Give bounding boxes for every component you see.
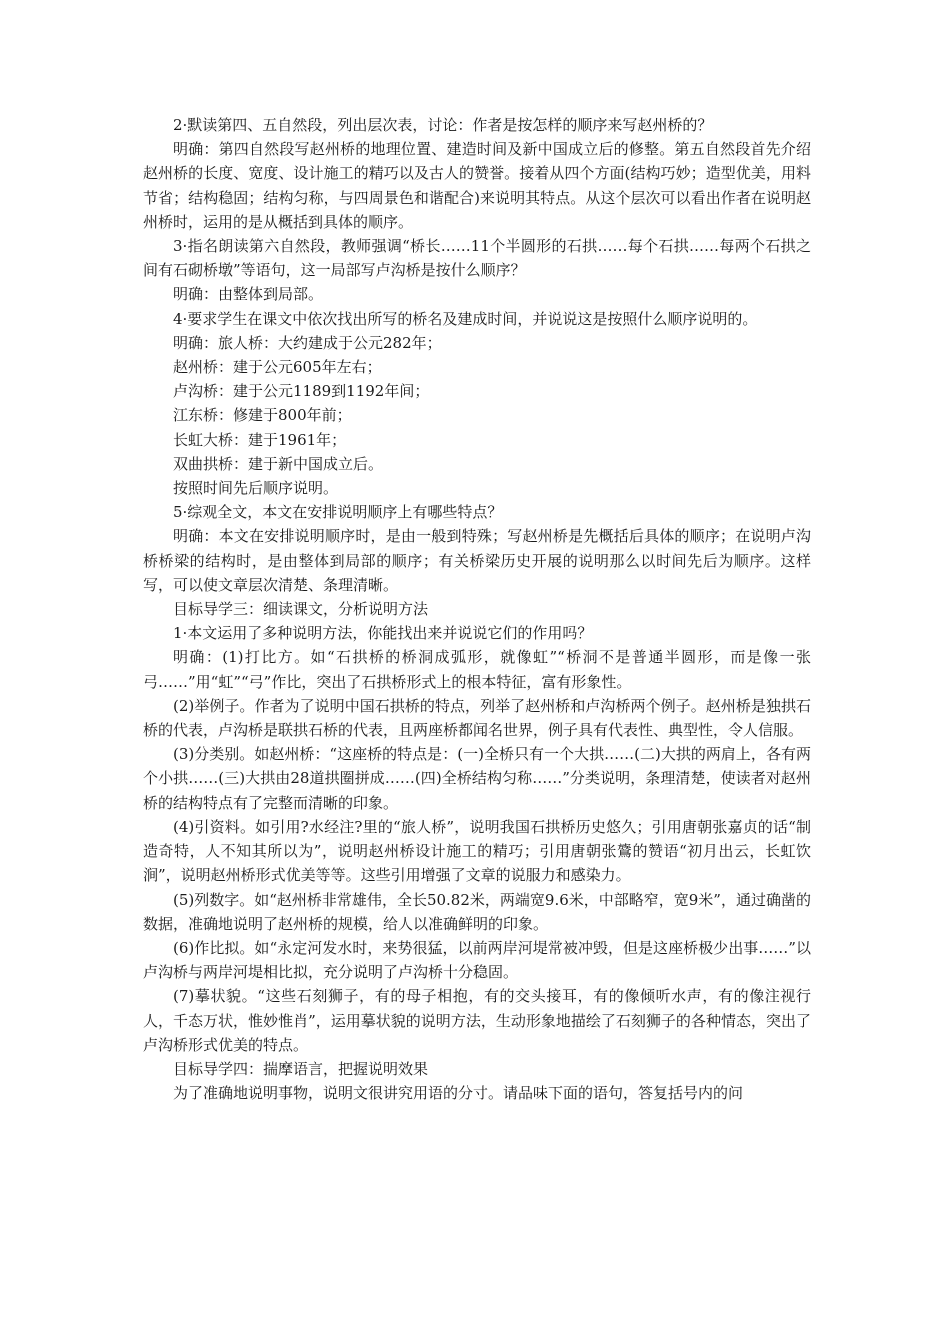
document-page — [143, 113, 811, 1105]
paragraph: 明确：(1)打比方。如“石拱桥的桥洞成弧形，就像虹”“桥洞不是普通半圆形，而是像一张弓……”用“虹”“弓”作比，突出了石拱桥形式上的根本特征，富有形象性。 — [143, 648, 811, 691]
section-heading: 目标导学三：细读课文，分析说明方法 — [173, 600, 429, 619]
paragraph: 1·本文运用了多种说明方法，你能找出来并说说它们的作用吗？ — [173, 624, 593, 643]
paragraph: 4·要求学生在课文中依次找出所写的桥名及建成时间，并说说这是按照什么顺序说明的。 — [173, 309, 758, 328]
paragraph: 江东桥：修建于800年前； — [173, 406, 352, 425]
paragraph: 卢沟桥：建于公元1189到1192年间； — [173, 382, 430, 401]
paragraph: 3·指名朗读第六自然段，教师强调“桥长……11个半圆形的石拱……每个石拱……每两个石拱之间有石砌桥墩”等语句，这一局部写卢沟桥是按什么顺序？ — [143, 237, 811, 280]
paragraph: 明确：本文在安排说明顺序时，是由一般到特殊；写赵州桥是先概括后具体的顺序；在说明卢沟桥桥梁的结构时，是由整体到局部的顺序；有关桥梁历史开展的说明那么以时间先后为顺序。这样写，可以使文章层次清楚、条理清晰。 — [143, 527, 811, 594]
paragraph: (7)摹状貌。“这些石刻狮子，有的母子相抱，有的交头接耳，有的像倾听水声，有的像注视行人，千态万状，惟妙惟肖”，运用摹状貌的说明方法，生动形象地描绘了石刻狮子的各种情态，突出了卢沟桥形式优美的特点。 — [143, 987, 811, 1054]
paragraph: (2)举例子。作者为了说明中国石拱桥的特点，列举了赵州桥和卢沟桥两个例子。赵州桥是独拱石桥的代表，卢沟桥是联拱石桥的代表，且两座桥都闻名世界，例子具有代表性、典型性，令人信服。 — [143, 696, 811, 740]
paragraph: 双曲拱桥：建于新中国成立后。 — [173, 454, 384, 473]
paragraph: (5)列数字。如“赵州桥非常雄伟，全长50.82米，两端宽9.6米，中部略窄，宽9米”，通过确凿的数据，准确地说明了赵州桥的规模，给人以准确鲜明的印象。 — [143, 890, 811, 933]
paragraph: 赵州桥：建于公元605年左右； — [173, 358, 382, 377]
paragraph: 明确：由整体到局部。 — [173, 285, 324, 304]
paragraph: 为了准确地说明事物，说明文很讲究用语的分寸。请品味下面的语句，答复括号内的问 — [173, 1084, 744, 1103]
paragraph: 按照时间先后顺序说明。 — [173, 479, 339, 498]
paragraph: (6)作比拟。如“永定河发水时，来势很猛，以前两岸河堤常被冲毁，但是这座桥极少出事……”以卢沟桥与两岸河堤相比拟，充分说明了卢沟桥十分稳固。 — [143, 938, 811, 982]
paragraph: (4)引资料。如引用?水经注?里的“旅人桥”，说明我国石拱桥历史悠久；引用唐朝张嘉贞的话“制造奇特，人不知其所以为”，说明赵州桥设计施工的精巧；引用唐朝张鷟的赞语“初月出云，长虹饮涧”，说明赵州桥形式优美等等。这些引用增强了文章的说服力和感染力。 — [143, 817, 811, 885]
paragraph: 长虹大桥：建于1961年； — [173, 430, 347, 449]
section-heading: 目标导学四：揣摩语言，把握说明效果 — [173, 1059, 429, 1078]
paragraph: 5·综观全文，本文在安排说明顺序上有哪些特点？ — [173, 503, 503, 522]
paragraph: 2·默读第四、五自然段，列出层次表，讨论：作者是按怎样的顺序来写赵州桥的？ — [173, 116, 713, 134]
paragraph: 明确：第四自然段写赵州桥的地理位置、建造时间及新中国成立后的修整。第五自然段首先介绍赵州桥的长度、宽度、设计施工的精巧以及古人的赞誉。接着从四个方面(结构巧妙；造型优美，用料节省；结构稳固；结构匀称，与四周景色和谐配合)来说明其特点。从这个层次可以看出作者在说明赵州桥时，运用的是从概括到具体的顺序。 — [143, 140, 811, 231]
paragraph: 明确：旅人桥：大约建成于公元282年； — [173, 333, 442, 352]
paragraph: (3)分类别。如赵州桥：“这座桥的特点是：(一)全桥只有一个大拱……(二)大拱的两肩上，各有两个小拱……(三)大拱由28道拱圈拼成……(四)全桥结构匀称……”分类说明，条理清楚，使读者对赵州桥的结构特点有了完整而清晰的印象。 — [143, 745, 811, 812]
